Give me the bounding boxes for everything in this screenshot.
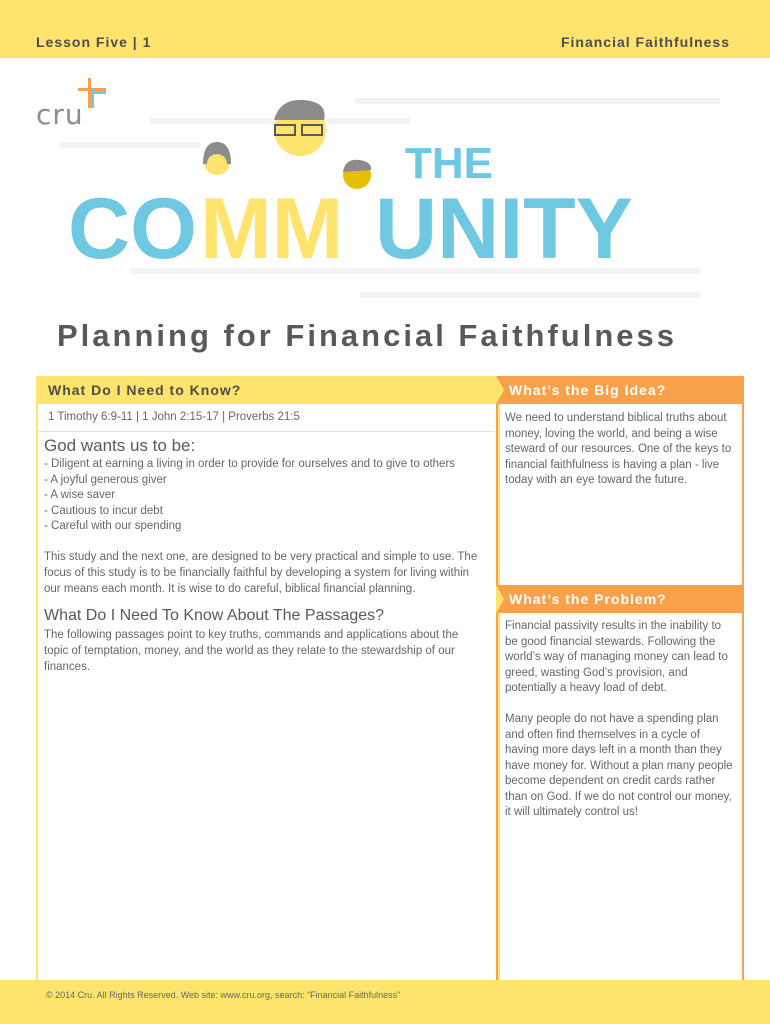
list-item: - Cautious to incur debt — [44, 504, 163, 517]
hero-unity-word: UNITY — [375, 181, 633, 277]
hero-the-word: THE — [405, 139, 493, 188]
right-panel-divider — [496, 376, 498, 980]
problem-header — [498, 585, 742, 613]
divider — [38, 431, 494, 432]
god-wants-list — [44, 457, 455, 535]
list-item: - A wise saver — [44, 489, 115, 501]
list-item: - Careful with our spending — [44, 520, 182, 532]
copyright-text: © 2014 Cru. All Rights Reserved. Web site: www.cru.org, search: “Financial Faithfulness” — [46, 990, 401, 1000]
passages-paragraph: The following passages point to key truths, commands and applications about the topic of temptation, money, and the world as they relate to the stewardship of our finances. — [44, 629, 459, 673]
problem-paragraph-1: Financial passivity results in the inability to be good financial stewards. Following the world’s way of managing money can lead to greed, wasting God’s provision, and potentially a heavy load of debt. — [505, 620, 728, 694]
big-idea-text: We need to understand biblical truths about money, loving the world, and being a wise steward of our resources. One of the keys to financial faithfulness is having a plan - live today with an eye toward the future. — [505, 412, 732, 486]
page-title: Planning for Financial Faithfulness — [57, 318, 677, 353]
know-header: What Do I Need to Know? — [36, 376, 500, 404]
big-idea-header-label: What’s the Big Idea? — [509, 382, 667, 398]
list-item: - A joyful generous giver — [44, 473, 167, 486]
passages-heading: What Do I Need To Know About The Passages? — [44, 607, 385, 624]
god-wants-heading: God wants us to be: — [44, 436, 196, 455]
lesson-label: Lesson Five | 1 — [36, 34, 152, 50]
logo-text: cru — [36, 98, 84, 131]
hero-co-word: CO — [68, 181, 197, 277]
scripture-references: 1 Timothy 6:9-11 | 1 John 2:15-17 | Proverbs 21:5 — [48, 411, 300, 423]
problem-header-label: What’s the Problem? — [509, 591, 667, 607]
study-paragraph: This study and the next one, are designed to be very practical and simple to use. The focus of this study is to be financially faithful by developing a system for living within our means each month. It is wise to do careful, biblical financial planning. — [44, 551, 478, 595]
problem-paragraph-2: Many people do not have a spending plan and often find themselves in a cycle of having more days left in a month than they have money for. Without a plan many people become dependent on credit cards rather than on God. If we do not control our money, it will ultimately control us! — [505, 713, 733, 818]
family-figures-icon — [203, 100, 371, 189]
footer-bar — [0, 980, 770, 1024]
topic-label: Financial Faithfulness — [560, 34, 730, 50]
big-idea-header — [498, 376, 742, 404]
hero-mm-word: MM — [200, 181, 344, 277]
community-hero — [60, 90, 740, 310]
list-item: - Diligent at earning a living in order to provide for ourselves and to give to others — [44, 458, 456, 470]
header-bar — [0, 0, 770, 58]
